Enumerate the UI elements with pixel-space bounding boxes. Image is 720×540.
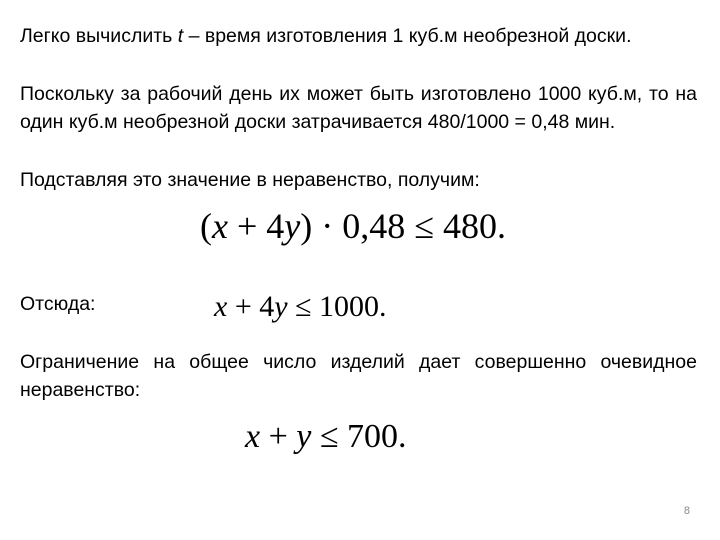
variable-x: x — [212, 206, 228, 246]
formula-time-inequality — [200, 205, 506, 247]
formula-part: ≤ 700. — [311, 418, 407, 455]
formula-part: + 4 — [227, 290, 275, 323]
variable-x: x — [214, 290, 228, 323]
variable-x: x — [245, 418, 261, 455]
formula-part: ( — [200, 206, 212, 246]
formula-volume-inequality — [214, 290, 387, 324]
formula-total-inequality — [245, 418, 407, 456]
variable-y: y — [274, 290, 288, 323]
paragraph-calculation: Поскольку за рабочий день их может быть изготовлено 1000 куб.м, то на один куб.м необрезной доски затрачивается 480/1000 = 0,48 мин. — [20, 83, 697, 133]
formula-part: + — [260, 418, 297, 455]
paragraph-text: Легко вычислить — [20, 25, 178, 47]
paragraph-text: – время изготовления 1 куб.м необрезной доски. — [183, 25, 632, 47]
formula-part: · 0,48 ≤ 480. — [312, 206, 507, 246]
paragraph-constraint: Ограничение на общее число изделий дает совершенно очевидное неравенство: — [20, 351, 697, 401]
formula-part: ≤ 1000. — [287, 290, 387, 323]
formula-part: ) — [300, 206, 313, 246]
variable-y: y — [296, 418, 312, 455]
variable-t: t — [177, 25, 184, 47]
page-number: 8 — [683, 505, 690, 517]
formula-part: + 4 — [227, 206, 285, 246]
paragraph-substitution: Подставляя это значение в неравенство, получим: — [20, 169, 480, 191]
variable-y: y — [284, 206, 301, 246]
paragraph-hence: Отсюда: — [20, 293, 96, 315]
paragraph-time-definition — [20, 22, 697, 50]
